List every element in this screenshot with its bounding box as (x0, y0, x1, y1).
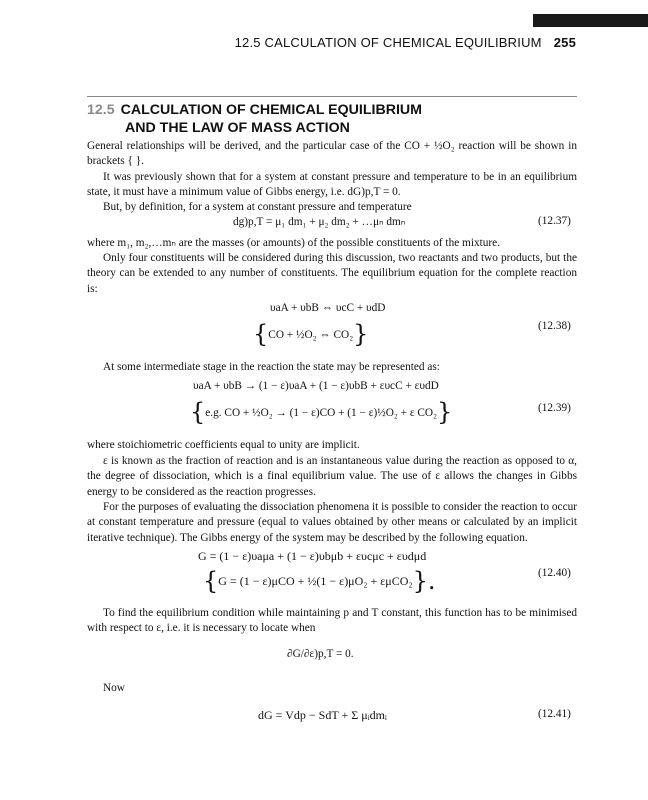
section-number: 12.5 (87, 102, 115, 118)
running-header (0, 35, 576, 50)
equation-number: (12.41) (538, 708, 571, 720)
right-brace: } (353, 320, 369, 348)
section-heading (87, 101, 422, 137)
section-title-line2: AND THE LAW OF MASS ACTION (125, 120, 350, 136)
equation-12-39-general: υaA + υbB → (1 − ε)υaA + (1 − ε)υbB + ευcC + ευdD (193, 380, 439, 392)
equation-12-41: dG = Vdp − SdT + Σ μᵢdmᵢ (258, 708, 387, 722)
paragraph: At some intermediate stage in the reaction the state may be represented as: (103, 361, 440, 373)
running-title: 12.5 CALCULATION OF CHEMICAL EQUILIBRIUM (234, 35, 542, 50)
section-rule (87, 96, 577, 97)
paragraph: where m₁, m₂,…mₙ are the masses (or amounts) of the possible constituents of the mixture. (87, 237, 501, 249)
equation-number: (12.39) (538, 402, 571, 414)
equation-number: (12.40) (538, 567, 571, 579)
equation-12-39-text: e.g. CO + ½O₂ → (1 − ε)CO + (1 − ε)½O₂ + ε CO₂ (205, 407, 438, 419)
paragraph: Now (103, 682, 125, 694)
paragraph: General relationships will be derived, and the particular case of the CO + ½O₂ reaction will be shown in brackets { }. (87, 140, 577, 168)
equation-12-40-text: G = (1 − ε)μCO + ½(1 − ε)μO₂ + εμCO₂ (218, 574, 413, 588)
equation-12-39-example (190, 398, 452, 426)
paragraph: But, by definition, for a system at constant pressure and temperature (103, 201, 412, 213)
paragraph: Only four constituents will be considered during this discussion, two reactants and two products, but the theory can be extended to any number of constituents. The equilibrium equation for the complete reaction is: (87, 252, 577, 295)
paragraph: ε is known as the fraction of reaction and is an instantaneous value during the reaction as opposed to α, the degree of dissociation, which is a final equilibrium value. The use of ε allows the changes in Gibbs energy to be considered as the reaction progresses. (87, 455, 577, 498)
section-title-line1: CALCULATION OF CHEMICAL EQUILIBRIUM (120, 102, 422, 118)
left-brace: { (190, 398, 206, 426)
paragraph: It was previously shown that for a system at constant pressure and temperature to be in an equilibrium state, it must have a minimum value of Gibbs energy, i.e. dG)p,T = 0. (87, 171, 577, 199)
page-number: 255 (553, 35, 576, 50)
equilibrium-condition: ∂G/∂ε)p,T = 0. (287, 648, 354, 660)
equation-12-40-example (203, 567, 435, 595)
equation-12-38-general: υaA + υbB ⇔ υcC + υdD (270, 302, 386, 314)
right-brace: }. (412, 567, 436, 595)
equation-number: (12.37) (538, 215, 571, 227)
left-brace: { (203, 567, 219, 595)
paragraph: For the purposes of evaluating the dissociation phenomena it is possible to consider the reaction to occur at constant temperature and pressure (equal to values obtained by other means or calculated by an implicit iterative technique). The Gibbs energy of the system may be described by the following equation. (87, 501, 577, 544)
paragraph: To find the equilibrium condition while maintaining p and T constant, this function has to be minimised with respect to ε, i.e. it is necessary to locate when (87, 607, 577, 635)
left-brace: { (253, 320, 269, 348)
paragraph: where stoichiometric coefficients equal to unity are implicit. (87, 439, 360, 451)
equation-12-40-general: G = (1 − ε)υaμa + (1 − ε)υbμb + ευcμc + ευdμd (198, 549, 427, 563)
right-brace: } (437, 398, 453, 426)
header-bar-decoration (533, 14, 648, 27)
equation-12-38-example (253, 320, 368, 348)
equation-number: (12.38) (538, 320, 571, 332)
equation-12-38-text: CO + ½O₂ ⇔ CO₂ (268, 329, 354, 341)
equation-12-37: dg)p,T = μ₁ dm₁ + μ₂ dm₂ + …μₙ dmₙ (233, 216, 406, 228)
